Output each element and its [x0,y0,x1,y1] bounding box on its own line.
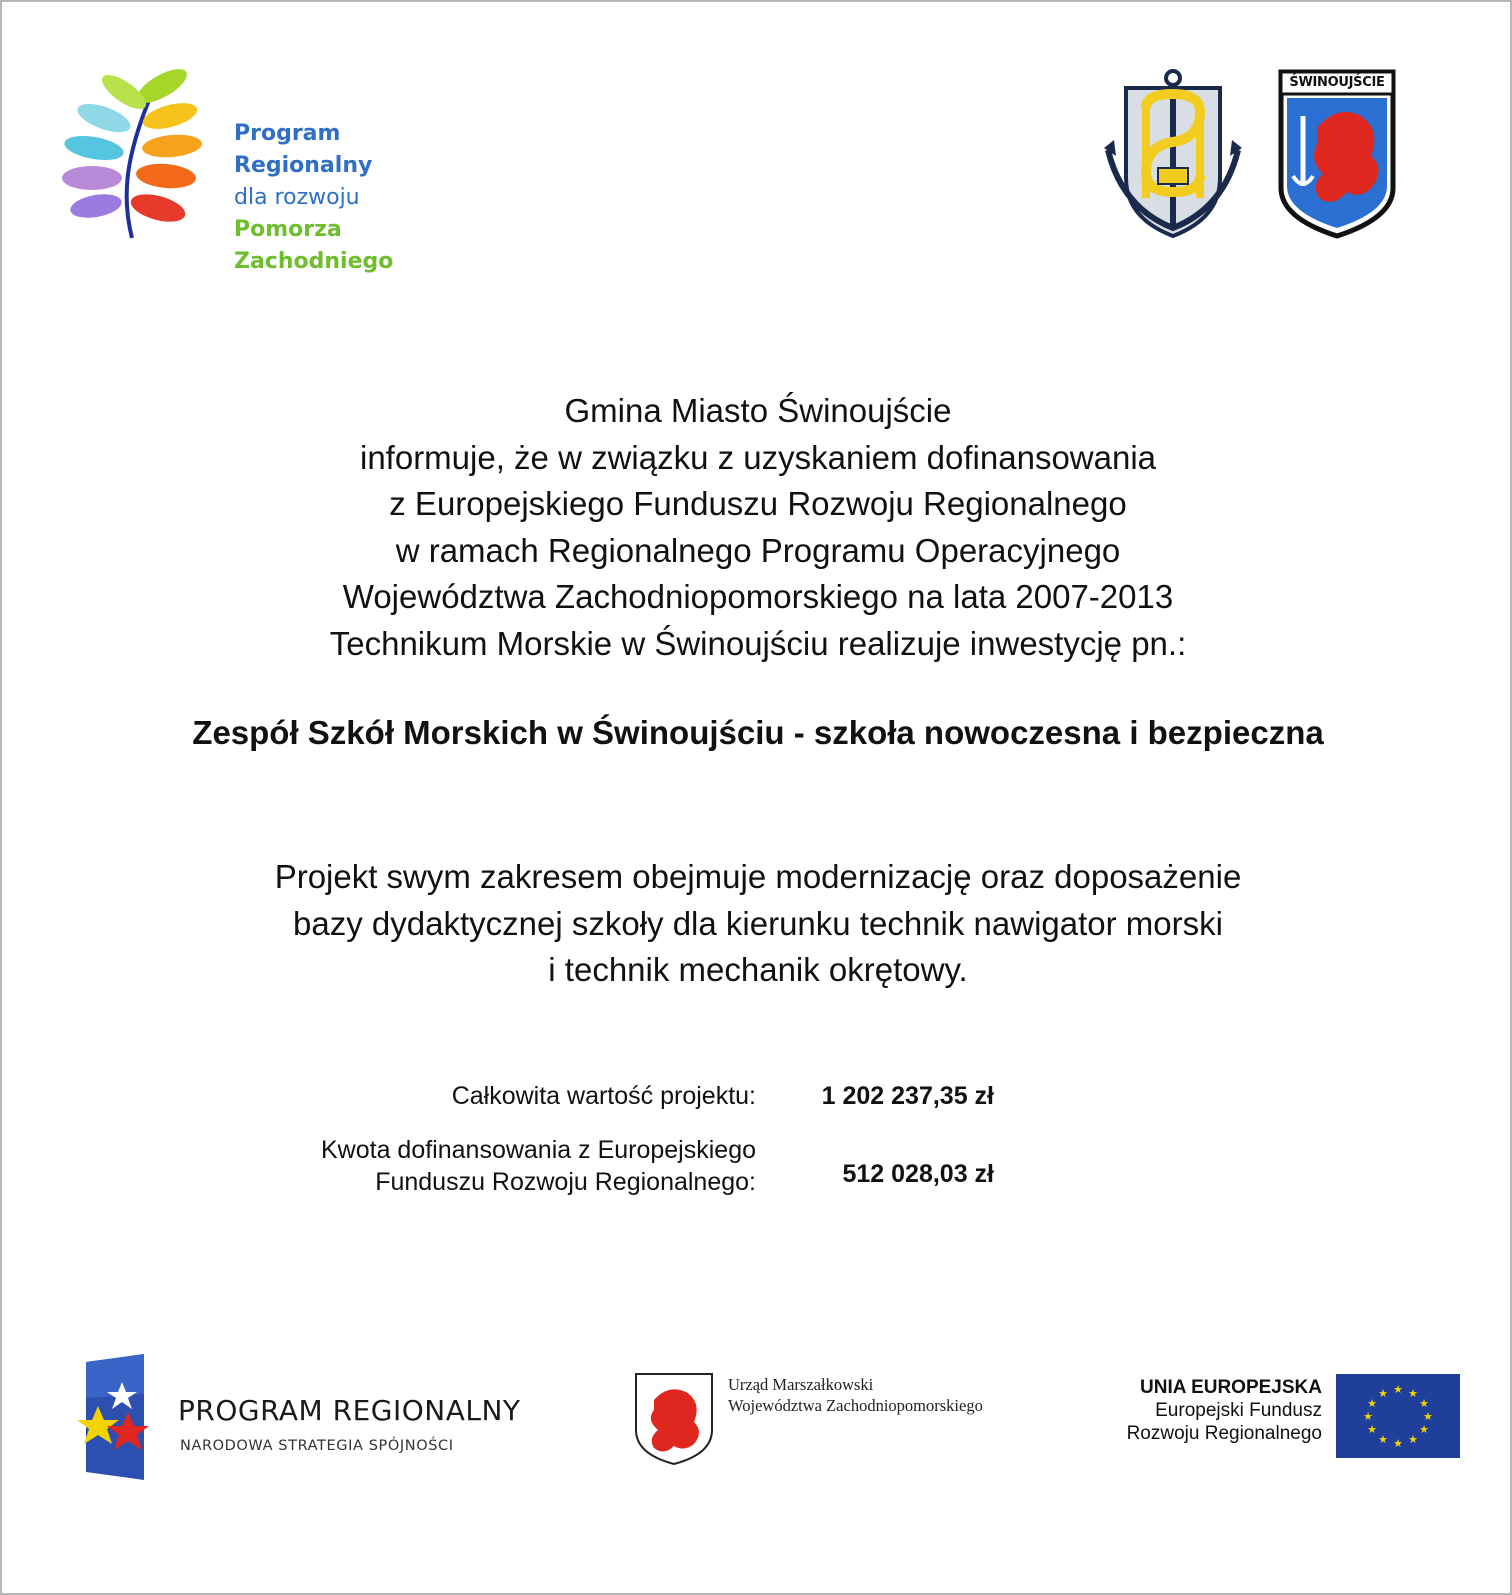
program-regionalny-pomorze-logo [62,68,482,274]
eu-line-2: Europejski Fundusz [1155,1400,1322,1421]
intro-paragraph [2,388,1512,667]
intro-line: Gmina Miasto Świnoujście [564,392,952,429]
total-value-label-text: Całkowita wartość projektu: [451,1082,756,1110]
svg-text:★: ★ [1378,1387,1388,1400]
city-coat-of-arms [1277,68,1397,240]
svg-text:★: ★ [1367,1397,1377,1410]
maritime-school-emblem [1102,68,1244,240]
svg-text:★: ★ [1367,1423,1377,1436]
eu-line-3: Rozwoju Regionalnego [1126,1423,1322,1444]
svg-text:★: ★ [1393,1383,1403,1396]
leaf-branch-icon [62,68,202,243]
intro-line: Technikum Morskie w Świnoujściu realizuje inwestycję pn.: [329,624,1187,662]
nss-flag-stars-icon [74,1354,174,1480]
eu-line-1: UNIA EUROPEJSKA [1140,1377,1322,1398]
total-value-amount: 1 202 237,35 zł [821,1082,994,1110]
svg-text:★: ★ [1408,1387,1418,1400]
svg-text:★: ★ [1419,1423,1429,1436]
svg-text:★: ★ [1408,1433,1418,1446]
svg-text:★: ★ [1419,1397,1429,1410]
intro-line: z Europejskiego Funduszu Rozwoju Regionalnego [389,485,1127,522]
nss-subtitle: NARODOWA STRATEGIA SPÓJNOŚCI [180,1438,454,1454]
urzad-line-2: Województwa Zachodniopomorskiego [728,1396,983,1415]
intro-line: w ramach Regionalnego Programu Operacyjnego [395,531,1121,569]
griffin-crest-icon [632,1370,716,1466]
cofinance-amount: 512 028,03 zł [842,1160,994,1188]
cofinance-label-line-2: Funduszu Rozwoju Regionalnego: [375,1168,756,1196]
griffin-shield-icon [1277,68,1397,240]
scope-line: Projekt swym zakresem obejmuje modernizację oraz doposażenie [274,858,1242,895]
scope-paragraph [2,854,1512,994]
intro-line: Województwa Zachodniopomorskiego na lata 2007-2013 [342,578,1174,615]
svg-text:★: ★ [1393,1437,1403,1450]
scope-line: bazy dydaktycznej szkoły dla kierunku technik nawigator morski [293,904,1223,942]
cofinance-label-line-1: Kwota dofinansowania z Europejskiego [321,1136,756,1164]
scope-line: i technik mechanik okrętowy. [548,951,968,988]
program-line-2: dla rozwoju [234,185,360,210]
svg-text:★: ★ [1423,1410,1433,1423]
program-line-1: Program Regionalny [234,121,373,178]
urzad-line-1: Urząd Marszałkowski [728,1375,874,1394]
intro-line: informuje, że w związku z uzyskaniem dofinansowania [359,438,1157,476]
program-regionalny-title: PROGRAM REGIONALNY [178,1394,521,1427]
program-regionalny-nss-logo [74,1354,564,1480]
program-line-3: Pomorza Zachodniego [234,217,394,274]
total-value-label [452,1080,756,1112]
project-title: Zespół Szkół Morskich w Świnoujściu - szkoła nowoczesna i bezpieczna [192,714,1324,751]
anchor-monogram-icon [1102,68,1244,240]
svg-text:★: ★ [1363,1410,1373,1423]
urzad-marszalkowski-logo [632,1370,1052,1470]
city-name-label: ŚWINOUJŚCIE [1289,75,1385,90]
eu-flag-icon [1336,1374,1460,1458]
svg-text:★: ★ [1378,1433,1388,1446]
eu-fund-logo [1082,1370,1462,1470]
cofinance-label [321,1134,756,1198]
